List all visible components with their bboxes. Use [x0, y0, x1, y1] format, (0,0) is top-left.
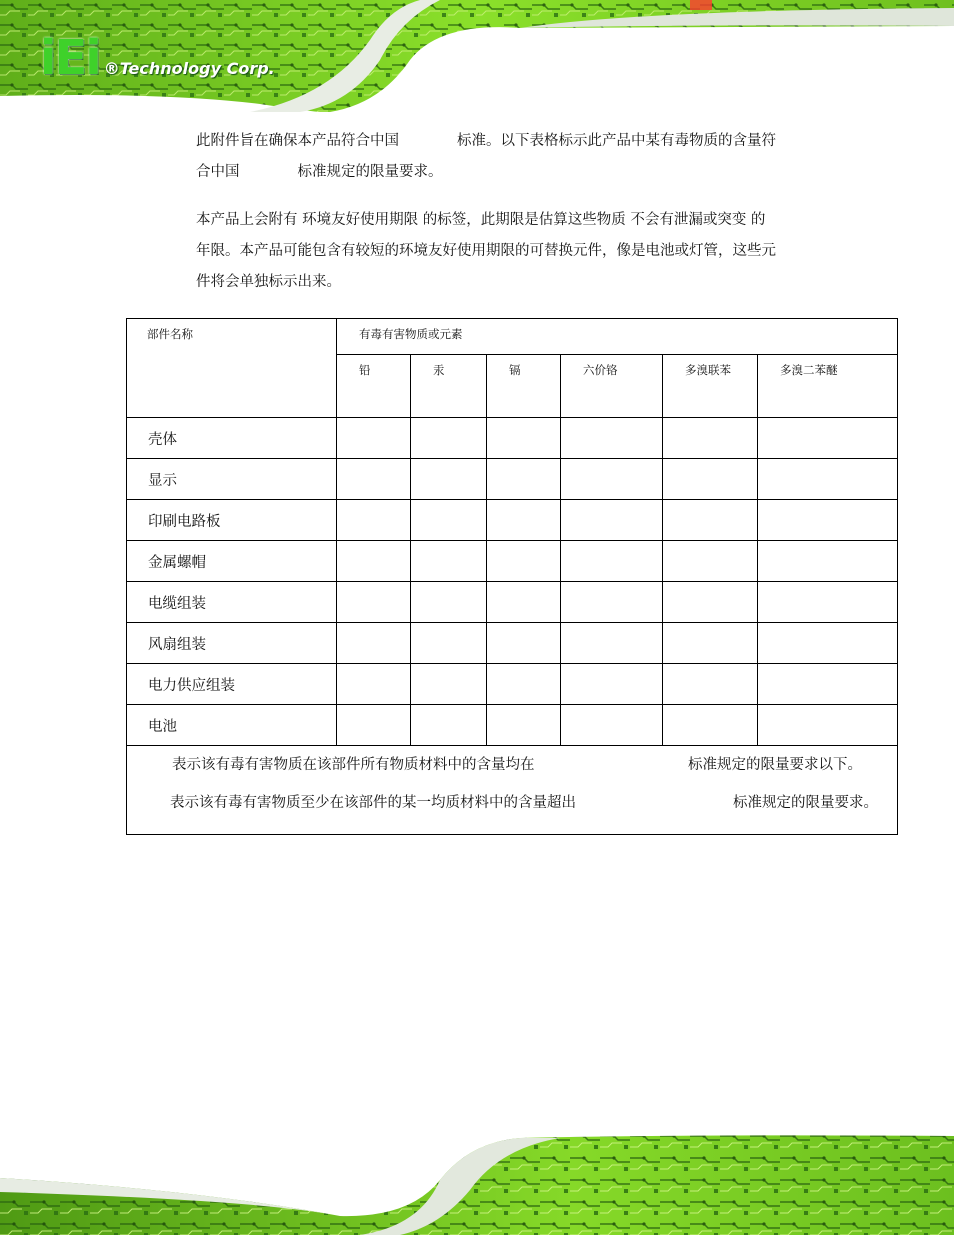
part-name-cell: 壳体	[127, 418, 337, 459]
substance-header: 镉	[487, 355, 561, 418]
table-cell	[487, 541, 561, 582]
part-name-cell: 显示	[127, 459, 337, 500]
footnote-2-text: 表示该有毒有害物质至少在该部件的某一均质材料中的含量超出	[170, 795, 576, 811]
table-cell	[337, 541, 411, 582]
table-row	[127, 705, 898, 746]
table-cell	[758, 705, 898, 746]
table-cell	[758, 582, 898, 623]
table-cell	[663, 623, 758, 664]
table-header-row	[127, 319, 898, 355]
text-line: 件将会单独标示出来。	[196, 274, 341, 290]
table-cell	[337, 459, 411, 500]
part-name-cell: 电缆组装	[127, 582, 337, 623]
table-row	[127, 623, 898, 664]
table-cell	[337, 664, 411, 705]
table-cell	[758, 541, 898, 582]
table-cell	[411, 541, 487, 582]
table-cell	[337, 582, 411, 623]
table-row	[127, 541, 898, 582]
table-cell	[663, 664, 758, 705]
table-cell	[561, 705, 663, 746]
table-cell	[411, 418, 487, 459]
table-cell	[561, 500, 663, 541]
substance-group-header: 有毒有害物质或元素	[337, 319, 898, 355]
substance-header: 多溴二苯醚	[758, 355, 898, 418]
table-cell	[411, 664, 487, 705]
text-line: 此附件旨在确保本产品符合中国 标准。以下表格标示此产品中某有毒物质的含量符	[196, 133, 776, 149]
table-cell	[411, 582, 487, 623]
footnote-2-suffix: 标准规定的限量要求。	[733, 795, 878, 811]
hazardous-substance-table	[126, 318, 898, 835]
circuit-board-graphic	[0, 1130, 954, 1235]
table-row	[127, 459, 898, 500]
table-cell	[758, 664, 898, 705]
table-cell	[487, 664, 561, 705]
table-cell	[561, 459, 663, 500]
text-line: 合中国 标准规定的限量要求。	[196, 164, 443, 180]
table-cell	[411, 623, 487, 664]
table-cell	[487, 418, 561, 459]
text-line: 本产品上会附有 环境友好使用期限 的标签，此期限是估算这些物质 不会有泄漏或突变 的	[196, 212, 766, 228]
table-cell	[758, 623, 898, 664]
table-row	[127, 582, 898, 623]
part-name-cell: 电力供应组装	[127, 664, 337, 705]
table-cell	[663, 582, 758, 623]
substance-header: 铅	[337, 355, 411, 418]
part-name-header: 部件名称	[127, 319, 337, 418]
table-cell	[337, 418, 411, 459]
table-cell	[561, 623, 663, 664]
table-cell	[663, 500, 758, 541]
intro-paragraph-2	[196, 205, 816, 298]
substance-header: 六价铬	[561, 355, 663, 418]
table-cell	[561, 541, 663, 582]
part-name-cell: 印刷电路板	[127, 500, 337, 541]
table-cell	[663, 418, 758, 459]
table-cell	[487, 582, 561, 623]
footnote-2	[127, 790, 897, 828]
logo-text: ®Technology Corp.	[103, 59, 275, 78]
text-line: 年限。本产品可能包含有较短的环境友好使用期限的可替换元件，像是电池或灯管，这些元	[196, 243, 776, 259]
footnote-1-text: 表示该有毒有害物质在该部件所有物质材料中的含量均在	[172, 757, 535, 773]
table-cell	[337, 705, 411, 746]
table-cell	[561, 418, 663, 459]
table-cell	[411, 500, 487, 541]
table-cell	[487, 500, 561, 541]
table-cell	[758, 418, 898, 459]
part-name-cell: 电池	[127, 705, 337, 746]
company-logo	[40, 30, 275, 86]
table-row	[127, 418, 898, 459]
table-cell	[411, 705, 487, 746]
table-cell	[337, 623, 411, 664]
table-cell	[411, 459, 487, 500]
table-row	[127, 664, 898, 705]
substance-header: 多溴联苯	[663, 355, 758, 418]
table-cell	[487, 623, 561, 664]
footnote-1-suffix: 标准规定的限量要求以下。	[688, 757, 862, 773]
table-footnote-row	[127, 746, 898, 835]
substance-header: 汞	[411, 355, 487, 418]
table-cell	[758, 500, 898, 541]
footer-banner	[0, 1130, 954, 1235]
table-cell	[561, 582, 663, 623]
table-cell	[487, 459, 561, 500]
logo-mark: iEi	[40, 30, 100, 86]
footnote-1	[127, 752, 897, 790]
table-cell	[663, 459, 758, 500]
table-cell	[758, 459, 898, 500]
table-cell	[561, 664, 663, 705]
table-cell	[487, 705, 561, 746]
table-row	[127, 500, 898, 541]
intro-paragraph-1	[196, 126, 816, 188]
table-cell	[337, 500, 411, 541]
header-banner	[0, 0, 954, 112]
table-cell	[663, 705, 758, 746]
table-cell	[663, 541, 758, 582]
footnote-cell	[127, 746, 898, 835]
part-name-cell: 风扇组装	[127, 623, 337, 664]
part-name-cell: 金属螺帽	[127, 541, 337, 582]
